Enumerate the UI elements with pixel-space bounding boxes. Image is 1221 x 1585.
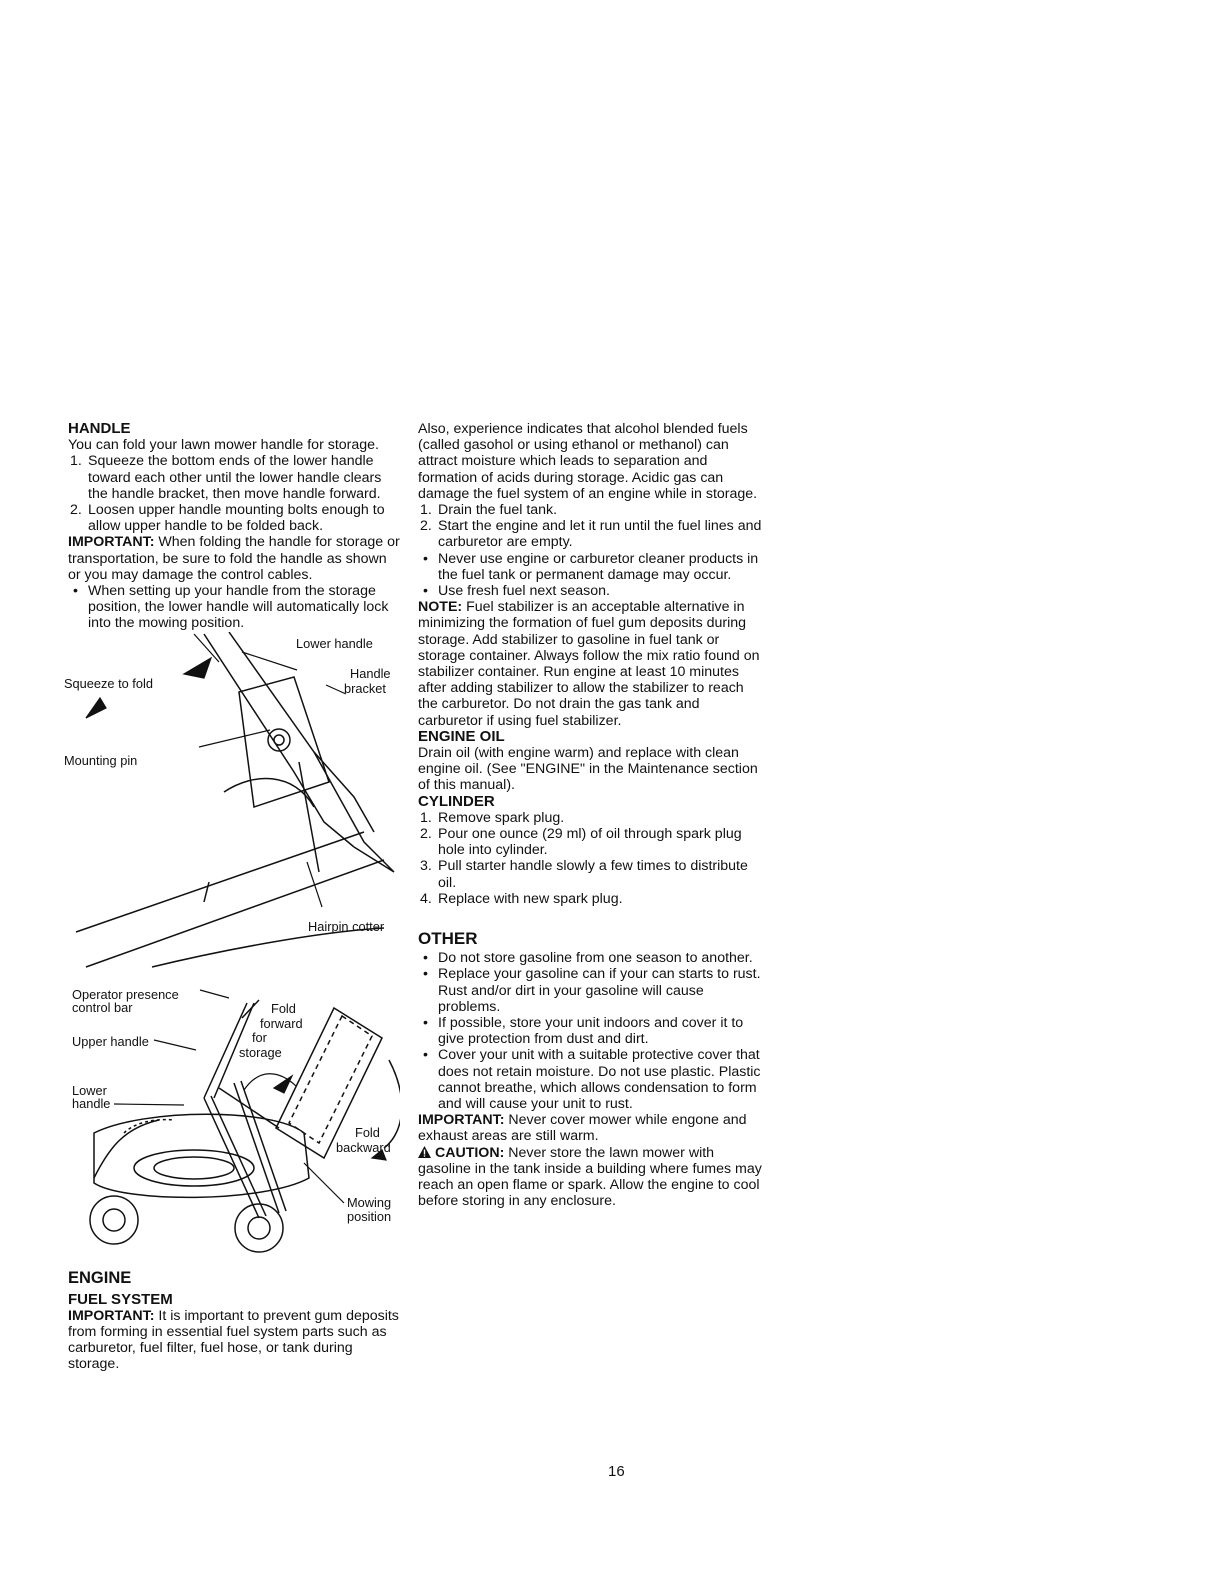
other-heading: OTHER: [418, 929, 478, 949]
label-lower-1: Lower: [72, 1082, 107, 1098]
engine-oil-text: Drain oil (with engine warm) and replace with clean engine oil. (See "ENGINE" in the Maintenance section of this manual).: [418, 745, 758, 794]
cylinder-step-2: 2. Pour one ounce (29 ml) of oil through spark plug hole into cylinder.: [420, 826, 742, 859]
page-number: 16: [608, 1463, 625, 1480]
label-lower-2: handle: [72, 1095, 111, 1111]
fuel-system-heading: FUEL SYSTEM: [68, 1290, 173, 1308]
label-hairpin-cotter: Hairpin cotter: [308, 918, 385, 934]
label-lower-handle: Lower handle: [296, 635, 373, 651]
label-fold-forward-2: forward: [260, 1015, 303, 1031]
other-bullet-4: • Cover your unit with a suitable protective cover that does not retain moisture. Do not use plastic. Plastic cannot breathe, which allows condensation to form and will cause your unit to rust.: [423, 1047, 761, 1112]
drain-step-1: 1. Drain the fuel tank.: [420, 502, 558, 519]
note-paragraph: NOTE: Fuel stabilizer is an acceptable alternative in minimizing the formation of fuel gum deposits during storage. Add stabilizer to gasoline in fuel tank or storage container. Always follow the mix ratio found on stabilizer container. Run engine at least 10 minutes after adding stabilizer to allow the stabilizer to reach the carburetor. Do not drain the gas tank and carburetor if using fuel stabilizer.: [418, 599, 760, 729]
drain-bullet-2: • Use fresh fuel next season.: [423, 583, 610, 600]
label-fold-back-2: backward: [336, 1139, 391, 1155]
drain-bullets: [418, 551, 763, 600]
label-mounting-pin: Mounting pin: [64, 752, 138, 768]
warning-triangle-icon: [418, 1145, 435, 1161]
handle-fold-figure: [64, 632, 400, 972]
engine-oil-heading: ENGINE OIL: [418, 727, 505, 745]
caution-paragraph: CAUTION: Never store the lawn mower with gasoline in the tank inside a building where fumes may reach an open flame or spark. Allow the engine to cool before storing in any enclosure.: [418, 1144, 762, 1210]
handle-step-1: 1. Squeeze the bottom ends of the lower handle toward each other until the lower handle clears the handle bracket, then move handle forward.: [70, 453, 382, 502]
cylinder-step-3: 3. Pull starter handle slowly a few times to distribute oil.: [420, 858, 748, 891]
cylinder-steps: [418, 810, 763, 907]
other-bullet-3: • If possible, store your unit indoors and cover it to give protection from dust and dirt.: [423, 1014, 744, 1048]
handle-important: IMPORTANT: When folding the handle for storage or transportation, be sure to fold the handle as shown or you may damage the control cables.: [68, 534, 400, 583]
left-column: [64, 420, 400, 1373]
label-operator-2: control bar: [72, 999, 133, 1015]
handle-step-2: 2. Loosen upper handle mounting bolts enough to allow upper handle to be folded back.: [70, 502, 385, 535]
other-bullet-2: • Replace your gasoline can if your can starts to rust. Rust and/or dirt in your gasoline will cause problems.: [423, 966, 761, 1015]
label-handle-bracket-1: Handle: [350, 665, 391, 681]
handle-intro: You can fold your lawn mower handle for storage.: [68, 437, 379, 454]
label-fold-forward-1: Fold: [271, 1000, 296, 1016]
mower-illustration: [64, 988, 400, 1268]
handle-steps: [68, 453, 400, 534]
cylinder-step-4: 4. Replace with new spark plug.: [420, 890, 623, 907]
engine-heading: ENGINE: [68, 1268, 132, 1287]
label-mowing-2: position: [347, 1208, 392, 1224]
cylinder-step-1: 1. Remove spark plug.: [420, 809, 565, 826]
other-bullets: [418, 950, 763, 1112]
drain-bullet-1: • Never use engine or carburetor cleaner products in the fuel tank or permanent damage may occur.: [423, 550, 759, 583]
fuel-important: IMPORTANT: It is important to prevent gum deposits from forming in essential fuel system parts such as carburetor, fuel filter, fuel hose, or tank during storage.: [68, 1307, 399, 1373]
mower-fold-figure: [64, 988, 400, 1268]
drain-steps: [418, 502, 763, 551]
label-fold-forward-4: storage: [239, 1044, 282, 1060]
label-fold-back-1: Fold: [355, 1124, 380, 1140]
label-handle-bracket-2: bracket: [344, 680, 386, 696]
cylinder-heading: CYLINDER: [418, 792, 495, 810]
label-operator-1: Operator presence: [72, 986, 179, 1002]
drain-step-2: 2. Start the engine and let it run until the fuel lines and carburetor are empty.: [420, 518, 762, 551]
label-squeeze-to-fold: Squeeze to fold: [64, 675, 153, 691]
bullet-setup: • When setting up your handle from the storage position, the lower handle will automatically lock into the mowing position.: [73, 583, 389, 632]
label-fold-forward-3: for: [252, 1029, 267, 1045]
label-mowing-1: Mowing: [347, 1194, 392, 1210]
important-warm: IMPORTANT: Never cover mower while engone and exhaust areas are still warm.: [418, 1112, 747, 1145]
alcohol-paragraph: Also, experience indicates that alcohol blended fuels (called gasohol or using ethanol or methanol) can attract moisture which leads to separation and formation of acids during storage. Acidic gas can damage the fuel system of an engine while in storage.: [418, 421, 758, 502]
right-column: [418, 421, 763, 1209]
handle-heading: HANDLE: [68, 420, 131, 437]
handle-bullets: [68, 583, 400, 632]
other-bullet-1: • Do not store gasoline from one season to another.: [423, 950, 753, 967]
label-upper-handle: Upper handle: [72, 1033, 149, 1049]
